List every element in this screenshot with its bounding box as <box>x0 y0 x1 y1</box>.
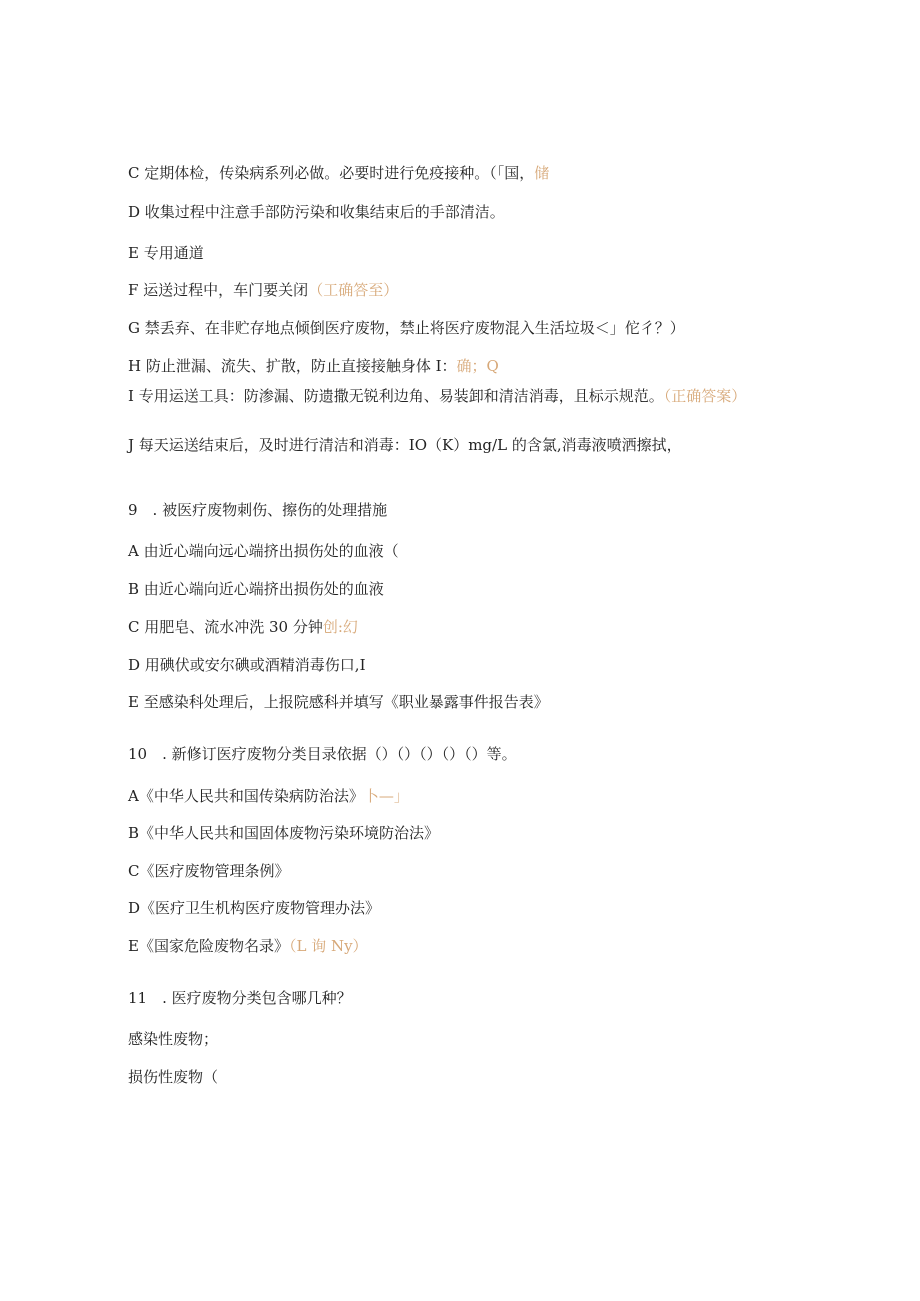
q10-option-c: C《医疗废物管理条例》 <box>128 862 290 880</box>
q10-option-a: A《中华人民共和国传染病防治法》卜—」 <box>128 787 409 805</box>
option-f-door-closed: F 运送过程中，车门要关闭（工确答至） <box>128 281 399 299</box>
question-11-title: 11 . 医疗废物分类包含哪几种？ <box>128 989 352 1007</box>
q10-option-b: B《中华人民共和国固体废物污染环境防治法》 <box>128 824 440 842</box>
option-h-prevent-leak: H 防止泄漏、流失、扩散，防止直接接触身体 I：确；Q <box>128 357 499 375</box>
q10-option-e: E《国家危险废物名录》（L 询 Ny） <box>128 937 368 955</box>
option-c-health-check: C 定期体检，传染病系列必做。必要时进行免疫接种。（「国，储 <box>128 164 550 182</box>
q9-option-b: B 由近心端向近心端挤出损伤处的血液 <box>128 580 384 598</box>
option-i-transport-tool: I 专用运送工具：防渗漏、防遗撒无锐利边角、易装卸和清洁消毒，且标示规范。（正确答案） <box>128 387 747 405</box>
option-j-daily-disinfection: J 每天运送结束后，及时进行清洁和消毒：IO（K）mg/L 的含氯,消毒液喷洒擦拭， <box>128 436 682 454</box>
q9-option-d: D 用碘伏或安尔碘或酒精消毒伤口,I <box>128 656 366 674</box>
question-10-title: 10 . 新修订医疗废物分类目录依据（）（）（）（）（）等。 <box>128 745 517 763</box>
q10-option-d: D《医疗卫生机构医疗废物管理办法》 <box>128 899 381 917</box>
question-9-title: 9 . 被医疗废物刺伤、擦伤的处理措施 <box>128 501 388 519</box>
q9-option-a: A 由近心端向远心端挤出损伤处的血液（ <box>128 542 399 560</box>
option-g-no-dumping: G 禁丢弃、在非贮存地点倾倒医疗废物，禁止将医疗废物混入生活垃圾＜」佗彳？） <box>128 319 685 337</box>
option-d-hand-hygiene: D 收集过程中注意手部防污染和收集结束后的手部清洁。 <box>128 203 505 221</box>
q9-option-c: C 用肥皂、流水冲洗 30 分钟创:幻 <box>128 618 358 636</box>
q11-answer-infectious: 感染性废物； <box>128 1030 219 1048</box>
option-e-dedicated-passage: E 专用通道 <box>128 244 204 262</box>
q11-answer-injurious: 损伤性废物（ <box>128 1068 219 1086</box>
q9-option-e: E 至感染科处理后，上报院感科并填写《职业暴露事件报告表》 <box>128 693 549 711</box>
